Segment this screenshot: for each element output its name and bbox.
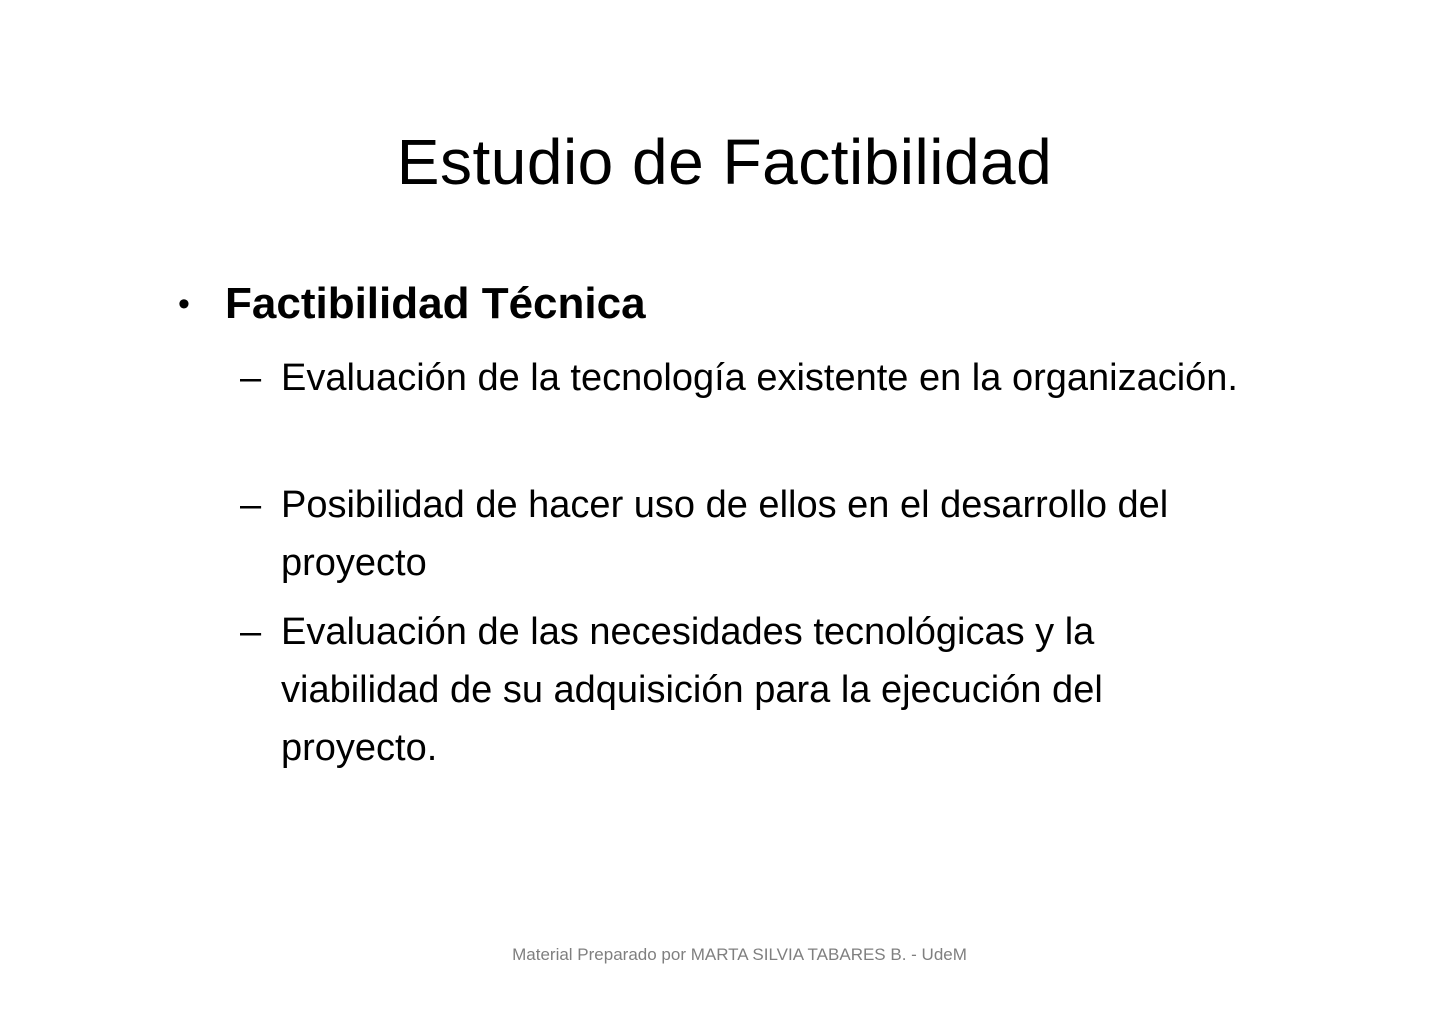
bullet-marker: • (178, 285, 190, 323)
sub-item-usage-possibility (240, 476, 1240, 592)
sub-item-needs-evaluation (240, 603, 1240, 777)
slide-title: Estudio de Factibilidad (396, 126, 1053, 198)
sub-item-technology-evaluation (240, 349, 1240, 407)
dash-marker: – (240, 611, 262, 653)
bullet-item (178, 274, 646, 334)
sub-item-text: Evaluación de las necesidades tecnológicas y la viabilidad de su adquisición para la ejecución del proyecto. (281, 611, 1103, 769)
slide-footer: Material Preparado por MARTA SILVIA TABARES B. - UdeM (512, 945, 967, 964)
dash-marker: – (240, 484, 262, 526)
sub-item-text: Posibilidad de hacer uso de ellos en el desarrollo del proyecto (281, 484, 1169, 584)
sub-item-text: Evaluación de la tecnología existente en la organización. (281, 357, 1238, 399)
bullet-heading: Factibilidad Técnica (225, 279, 646, 328)
dash-marker: – (240, 357, 262, 399)
